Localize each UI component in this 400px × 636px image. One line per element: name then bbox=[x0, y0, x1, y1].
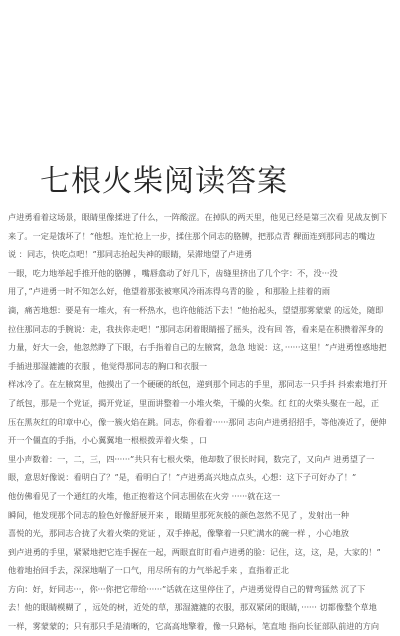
document-body bbox=[8, 208, 392, 636]
body-line: 他着地抬回手去，深深地喘了一口气，用尽所有的力气举起手来 ，直指着正北 bbox=[8, 565, 289, 576]
body-line: 眼，意思好像说：看明白了？”是，看明白了！”卢进勇高兴地点点头，心想：这下子可好办了！” bbox=[8, 472, 357, 483]
body-line: 滴，痛苦地想：要是有一堆火，有一杯热水，也许他能活下去！”他抬起头，望望那雾蒙蒙 的远处，随即 bbox=[8, 304, 384, 315]
body-line: 去！他的眼睛模糊了 ，远处的树，近处的草，那湿漉漉的衣服，那双紧闭的眼睛，······ 切都像整个草地 bbox=[8, 602, 377, 613]
body-line: 喜悦的光，那同志合拢了火着火柴的党证 ，双手捧起，像擎着一只贮满水的碗一样 ，小心地放 bbox=[8, 528, 349, 539]
body-line: 到卢进勇的手里，紧紧地把它连手握在一起，两眼直盯盯看卢进勇的脸：记住，这，这，是，大家的！” bbox=[8, 546, 381, 557]
document-title: 七根火柴阅读答案 bbox=[40, 164, 288, 199]
body-line: 瞬间，他发现那个同志的脸色好像舒展开来 ，眼睛里那死灰般的颜色忽然不见了 ，发射出一种 bbox=[8, 509, 349, 520]
body-line: 一样，雾蒙蒙的；只有那只手是清晰的，它高高地擎着，像一只路标，笔直地 指向长征部队前进的方向 bbox=[8, 621, 380, 632]
body-line: 里小声数着：一，二，三，四······”共只有七根火柴，他却数了很长时间，数完了，又向卢 进勇望了一 bbox=[8, 453, 375, 464]
body-line: 他仿佛看见了一个通红的火堆，他正抱着这个同志围依在火旁 ······就在这一 bbox=[8, 490, 281, 501]
body-line: 开一个僵直的手指，小心翼翼地一根根拨弄着火柴 ，口 bbox=[8, 435, 208, 446]
body-line: 方向：好，好同志···，你···你把它带给······”话就在这里停住了，卢进勇觉得自己的臂弯猛然 沉了下 bbox=[8, 583, 366, 594]
body-line: 卢进勇看着这场景，眼睛里像揉进了什么，一阵酸涩。在掉队的两天里，他见已经是第三次看 见战友倒下 bbox=[8, 212, 388, 222]
body-line: 压在黑灰红的印章中心，像一簇火焰在跳。同志，你看着······那同 志向卢进勇招招手，等他凑近了，便伸 bbox=[8, 416, 387, 427]
body-line: 来了。一定是饿坏了！”他想。连忙抢上一步，揉住那个同志的胳膊，把那点青 稞面连到那同志的嘴边 bbox=[8, 230, 376, 241]
body-line: 说 ：同志，快吃点吧！”那同志抬起失神的眼睛，呆滞地望了卢进勇 bbox=[8, 249, 253, 260]
body-line: 力量，好大一会，他忽然睁了下眼，右手指着自己的左腋窝，急急 地说：这，······这里！”卢进勇惶惑地把 bbox=[8, 342, 387, 353]
body-line: 样冰冷了。在左腋窝里，他摸出了一个硬硬的纸包，递到那个同志的手里，那同志一只手抖 抖索索地打开 bbox=[8, 379, 388, 390]
body-line: 一眼，吃力地举起手推开他的胳膊 ，嘴唇翕动了好几下，齿缝里挤出了几个字：不，没···没 bbox=[8, 267, 338, 278]
body-line: 拉住那同志的手腕说：走，我扶你走吧！”那同志闭着眼睛摇了摇头，没有回 答，看来是在积攒着浑身的 bbox=[8, 323, 384, 334]
body-line: 了纸包，那是一个党证，揭开党证，里面讲整着一小堆火柴，干燥的火柴。红 红的火柴头聚在一起，正 bbox=[8, 397, 380, 408]
body-line: 手插进那湿漉漉的衣服 ，他觉得那同志的胸口和衣服一 bbox=[8, 360, 208, 371]
body-line: 用了，”卢进勇一时不知怎么好，他望着那张被寒风冷雨冻得乌青的脸 ，和那脸上挂着的雨 bbox=[8, 286, 331, 297]
